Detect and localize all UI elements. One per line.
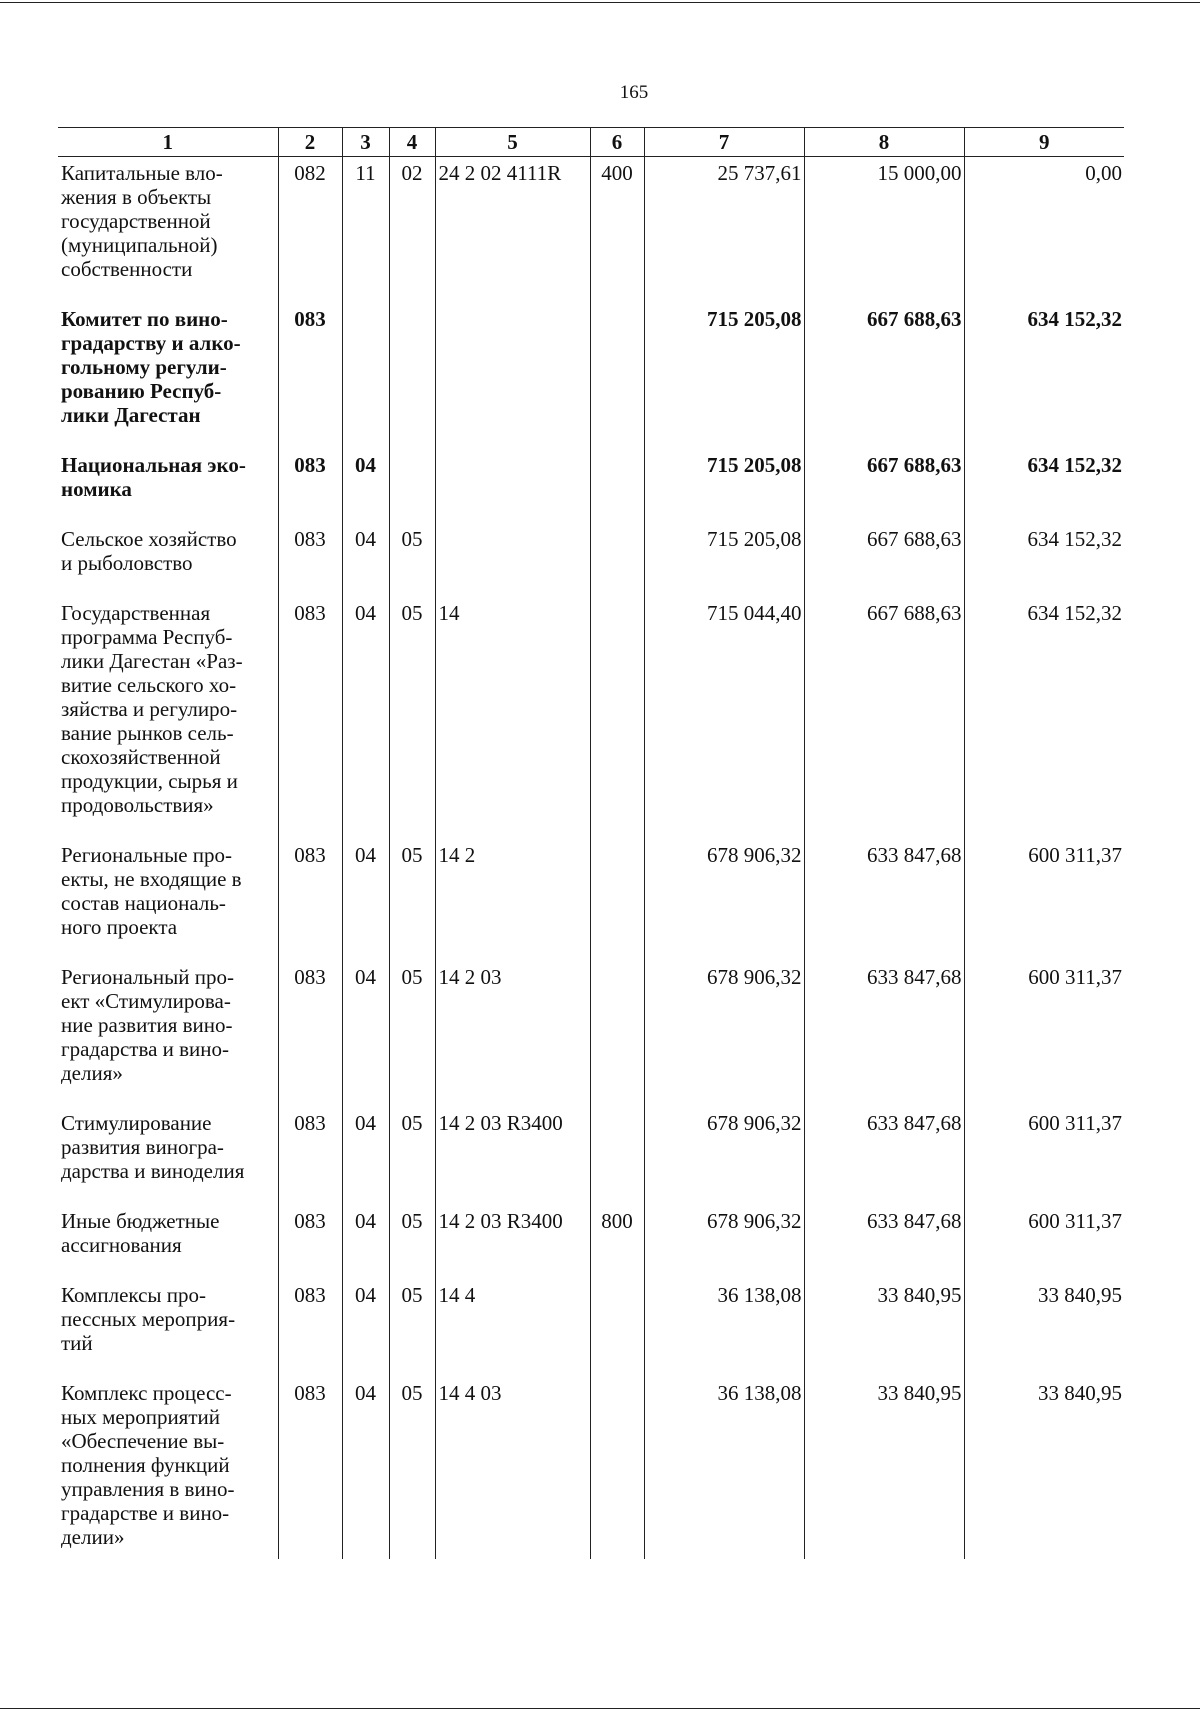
- amount-col-7: 715 205,08: [644, 303, 804, 449]
- row-name: Капитальные вло- жения в объекты государственной (муниципальной) собственности: [61, 161, 223, 281]
- row-name: Национальная эко- номика: [61, 453, 246, 501]
- expense-type-code: 800: [590, 1205, 644, 1279]
- bottom-border-line: [0, 1708, 1200, 1709]
- top-border-line: [0, 2, 1200, 3]
- admin-code: 083: [278, 1377, 342, 1559]
- expense-type-code: [590, 523, 644, 597]
- table-row: [58, 1107, 1124, 1205]
- target-article-code: [435, 523, 590, 597]
- amount-col-7: 678 906,32: [644, 839, 804, 961]
- expense-type-code: [590, 961, 644, 1107]
- table-row: [58, 157, 1124, 304]
- amount-col-8: 633 847,68: [804, 961, 964, 1107]
- amount-col-8: 15 000,00: [804, 157, 964, 304]
- amount-col-8: 667 688,63: [804, 523, 964, 597]
- amount-col-9: 634 152,32: [964, 597, 1124, 839]
- amount-col-8: 667 688,63: [804, 597, 964, 839]
- target-article-code: 14 2 03: [435, 961, 590, 1107]
- row-name: Комитет по вино- градарству и алко- гольному регули- рованию Респуб- лики Дагестан: [61, 307, 241, 427]
- admin-code: 083: [278, 303, 342, 449]
- admin-code: 083: [278, 597, 342, 839]
- amount-col-9: 600 311,37: [964, 961, 1124, 1107]
- column-header-1: 1: [58, 128, 278, 157]
- target-article-code: 14 4: [435, 1279, 590, 1377]
- expense-type-code: [590, 1279, 644, 1377]
- subsection-code: [389, 449, 435, 523]
- subsection-code: 05: [389, 1107, 435, 1205]
- expense-type-code: [590, 1107, 644, 1205]
- table-row: [58, 839, 1124, 961]
- amount-col-9: 634 152,32: [964, 523, 1124, 597]
- amount-col-7: 715 205,08: [644, 523, 804, 597]
- amount-col-8: 33 840,95: [804, 1377, 964, 1559]
- column-header-4: 4: [389, 128, 435, 157]
- subsection-code: 02: [389, 157, 435, 304]
- section-code: 04: [342, 839, 389, 961]
- section-code: 04: [342, 597, 389, 839]
- section-code: 04: [342, 1377, 389, 1559]
- table-header: [58, 128, 1124, 157]
- table-header-row: [58, 128, 1124, 157]
- admin-code: 083: [278, 839, 342, 961]
- column-header-9: 9: [964, 128, 1124, 157]
- table-row: [58, 961, 1124, 1107]
- amount-col-8: 633 847,68: [804, 839, 964, 961]
- table-row: [58, 1377, 1124, 1559]
- expense-type-code: [590, 1377, 644, 1559]
- amount-col-9: 634 152,32: [964, 303, 1124, 449]
- column-header-2: 2: [278, 128, 342, 157]
- amount-col-8: 33 840,95: [804, 1279, 964, 1377]
- subsection-code: 05: [389, 839, 435, 961]
- row-name: Иные бюджетные ассигнования: [61, 1209, 220, 1257]
- subsection-code: 05: [389, 1205, 435, 1279]
- amount-col-8: 633 847,68: [804, 1107, 964, 1205]
- amount-col-9: 634 152,32: [964, 449, 1124, 523]
- admin-code: 083: [278, 1205, 342, 1279]
- expense-type-code: [590, 449, 644, 523]
- table-row: [58, 523, 1124, 597]
- expense-type-code: 400: [590, 157, 644, 304]
- amount-col-8: 633 847,68: [804, 1205, 964, 1279]
- column-header-5: 5: [435, 128, 590, 157]
- target-article-code: 14 2 03 R3400: [435, 1107, 590, 1205]
- target-article-code: [435, 449, 590, 523]
- table-row: [58, 597, 1124, 839]
- expense-type-code: [590, 303, 644, 449]
- subsection-code: 05: [389, 523, 435, 597]
- table-row: [58, 303, 1124, 449]
- row-name: Комплекс процесс- ных мероприятий «Обеспечение вы- полнения функций управления в вино- градарстве и вино- делии»: [61, 1381, 235, 1549]
- table-row: [58, 1279, 1124, 1377]
- amount-col-7: 678 906,32: [644, 1107, 804, 1205]
- amount-col-7: 36 138,08: [644, 1377, 804, 1559]
- amount-col-9: 33 840,95: [964, 1377, 1124, 1559]
- amount-col-7: 36 138,08: [644, 1279, 804, 1377]
- amount-col-9: 0,00: [964, 157, 1124, 304]
- amount-col-9: 33 840,95: [964, 1279, 1124, 1377]
- page-number: 165: [619, 82, 649, 103]
- admin-code: 083: [278, 449, 342, 523]
- row-name: Сельское хозяйство и рыболовство: [61, 527, 237, 575]
- budget-table-container: [58, 127, 1124, 1559]
- expense-type-code: [590, 597, 644, 839]
- amount-col-9: 600 311,37: [964, 1107, 1124, 1205]
- amount-col-9: 600 311,37: [964, 1205, 1124, 1279]
- table-row: [58, 1205, 1124, 1279]
- target-article-code: 14 4 03: [435, 1377, 590, 1559]
- amount-col-7: 715 044,40: [644, 597, 804, 839]
- admin-code: 083: [278, 961, 342, 1107]
- column-header-6: 6: [590, 128, 644, 157]
- amount-col-7: 715 205,08: [644, 449, 804, 523]
- column-header-8: 8: [804, 128, 964, 157]
- target-article-code: 14: [435, 597, 590, 839]
- amount-col-9: 600 311,37: [964, 839, 1124, 961]
- admin-code: 082: [278, 157, 342, 304]
- section-code: 11: [342, 157, 389, 304]
- section-code: 04: [342, 961, 389, 1107]
- section-code: 04: [342, 1279, 389, 1377]
- subsection-code: 05: [389, 1377, 435, 1559]
- amount-col-7: 678 906,32: [644, 1205, 804, 1279]
- column-header-3: 3: [342, 128, 389, 157]
- row-name: Региональный про- ект «Стимулирова- ние развития вино- градарства и вино- делия»: [61, 965, 234, 1085]
- subsection-code: 05: [389, 961, 435, 1107]
- target-article-code: [435, 303, 590, 449]
- amount-col-8: 667 688,63: [804, 303, 964, 449]
- admin-code: 083: [278, 523, 342, 597]
- section-code: 04: [342, 1107, 389, 1205]
- subsection-code: [389, 303, 435, 449]
- amount-col-7: 25 737,61: [644, 157, 804, 304]
- target-article-code: 24 2 02 4111R: [435, 157, 590, 304]
- subsection-code: 05: [389, 597, 435, 839]
- row-name: Стимулирование развития виногра- дарства и виноделия: [61, 1111, 245, 1183]
- section-code: [342, 303, 389, 449]
- section-code: 04: [342, 449, 389, 523]
- admin-code: 083: [278, 1107, 342, 1205]
- admin-code: 083: [278, 1279, 342, 1377]
- section-code: 04: [342, 523, 389, 597]
- section-code: 04: [342, 1205, 389, 1279]
- row-name: Государственная программа Респуб- лики Дагестан «Раз- витие сельского хо- зяйства и регулиро- вание рынков сель- скохозяйственной продукции, сырья и продовольствия»: [61, 601, 243, 817]
- table-body: [58, 157, 1124, 1560]
- column-header-7: 7: [644, 128, 804, 157]
- target-article-code: 14 2 03 R3400: [435, 1205, 590, 1279]
- table-row: [58, 449, 1124, 523]
- amount-col-8: 667 688,63: [804, 449, 964, 523]
- target-article-code: 14 2: [435, 839, 590, 961]
- budget-table: [58, 127, 1124, 1559]
- subsection-code: 05: [389, 1279, 435, 1377]
- expense-type-code: [590, 839, 644, 961]
- row-name: Региональные про- екты, не входящие в состав националь- ного проекта: [61, 843, 242, 939]
- row-name: Комплексы про- пессных мероприя- тий: [61, 1283, 236, 1355]
- amount-col-7: 678 906,32: [644, 961, 804, 1107]
